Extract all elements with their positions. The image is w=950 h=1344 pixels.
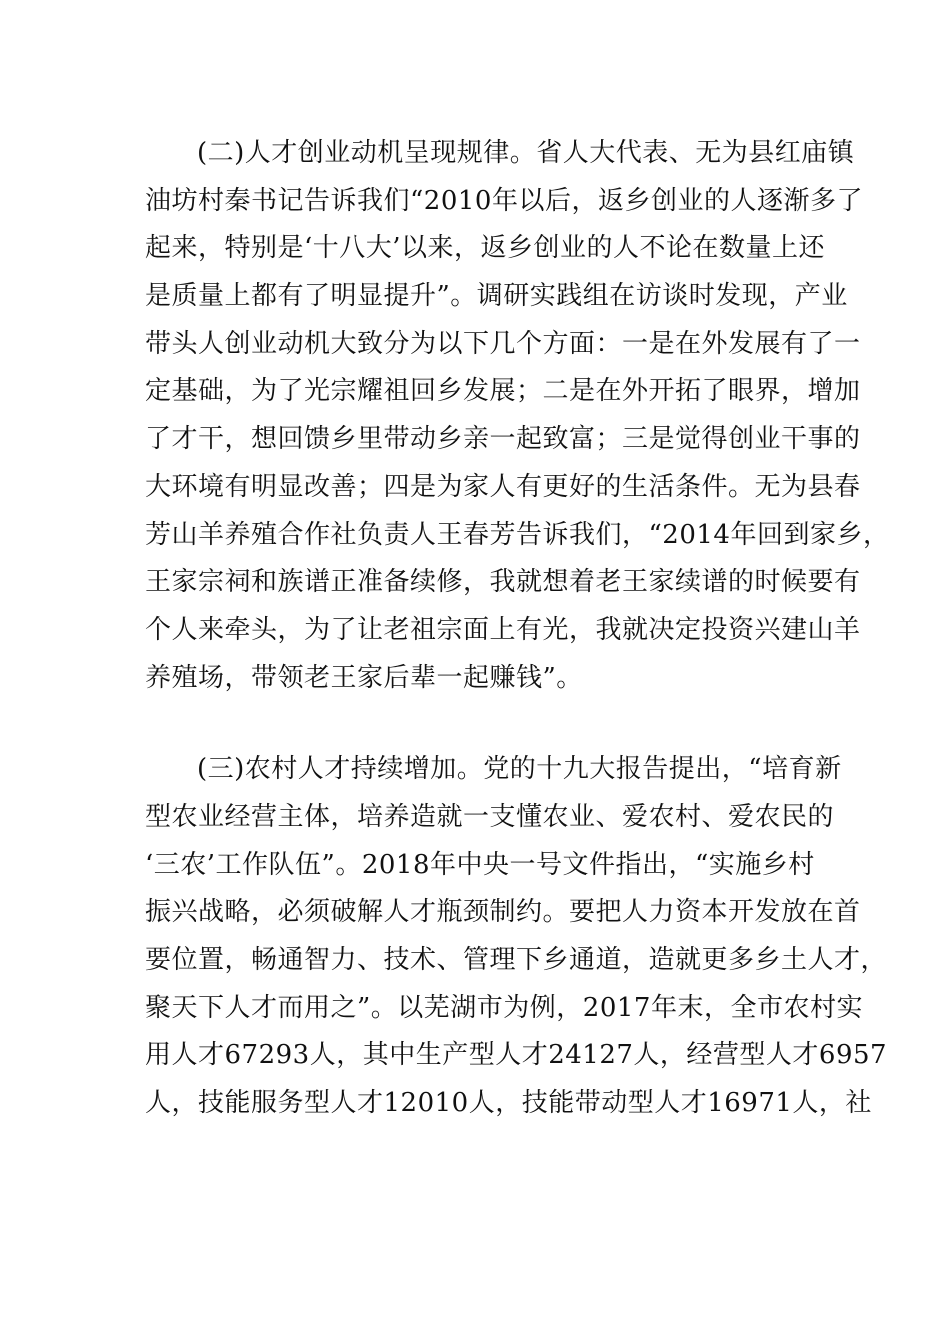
text-line: (二)人才创业动机呈现规律。省人大代表、无为县红庙镇 (197, 138, 855, 168)
text-line: 了才干，想回馈乡里带动乡亲一起致富；三是觉得创业干事的 (145, 424, 861, 455)
text-line: 要位置，畅通智力、技术、管理下乡通道，造就更多乡土人才， (145, 945, 888, 975)
text-line: 油坊村秦书记告诉我们“2010年以后，返乡创业的人逐渐多了 (145, 185, 863, 216)
text-line: 定基础，为了光宗耀祖回乡发展；二是在外开拓了眼界，增加 (145, 376, 861, 407)
text-line: 型农业经营主体，培养造就一支懂农业、爱农村、爱农民的 (145, 801, 835, 832)
text-line: (三)农村人才持续增加。党的十九大报告提出，“培育新 (197, 754, 842, 785)
text-line: 养殖场，带领老王家后辈一起赚钱”。 (145, 662, 583, 693)
document-body (145, 130, 890, 1128)
text-line: 带头人创业动机大致分为以下几个方面：一是在外发展有了一 (145, 328, 861, 359)
paragraph-talent-motivation (145, 130, 890, 702)
text-line: ‘三农’工作队伍”。2018年中央一号文件指出，“实施乡村 (145, 849, 815, 880)
text-line: 大环境有明显改善；四是为家人有更好的生活条件。无为县春 (145, 471, 861, 502)
text-line: 个人来牵头，为了让老祖宗面上有光，我就决定投资兴建山羊 (145, 614, 861, 645)
text-line: 振兴战略，必须破解人才瓶颈制约。要把人力资本开发放在首 (145, 897, 861, 928)
paragraph-rural-talent-growth (145, 746, 888, 1128)
text-line: 是质量上都有了明显提升”。调研实践组在访谈时发现，产业 (145, 281, 848, 312)
text-line: 王家宗祠和族谱正准备续修，我就想着老王家续谱的时候要有 (145, 567, 861, 598)
text-line: 人，技能服务型人才12010人，技能带动型人才16971人，社 (145, 1088, 872, 1119)
text-line: 聚天下人才而用之”。以芜湖市为例，2017年末，全市农村实 (145, 992, 863, 1023)
text-line: 芳山羊养殖合作社负责人王春芳告诉我们，“2014年回到家乡， (145, 519, 890, 550)
text-line: 用人才67293人，其中生产型人才24127人，经营型人才6957 (145, 1040, 888, 1071)
text-line: 起来，特别是‘十八大’以来，返乡创业的人不论在数量上还 (145, 233, 826, 264)
